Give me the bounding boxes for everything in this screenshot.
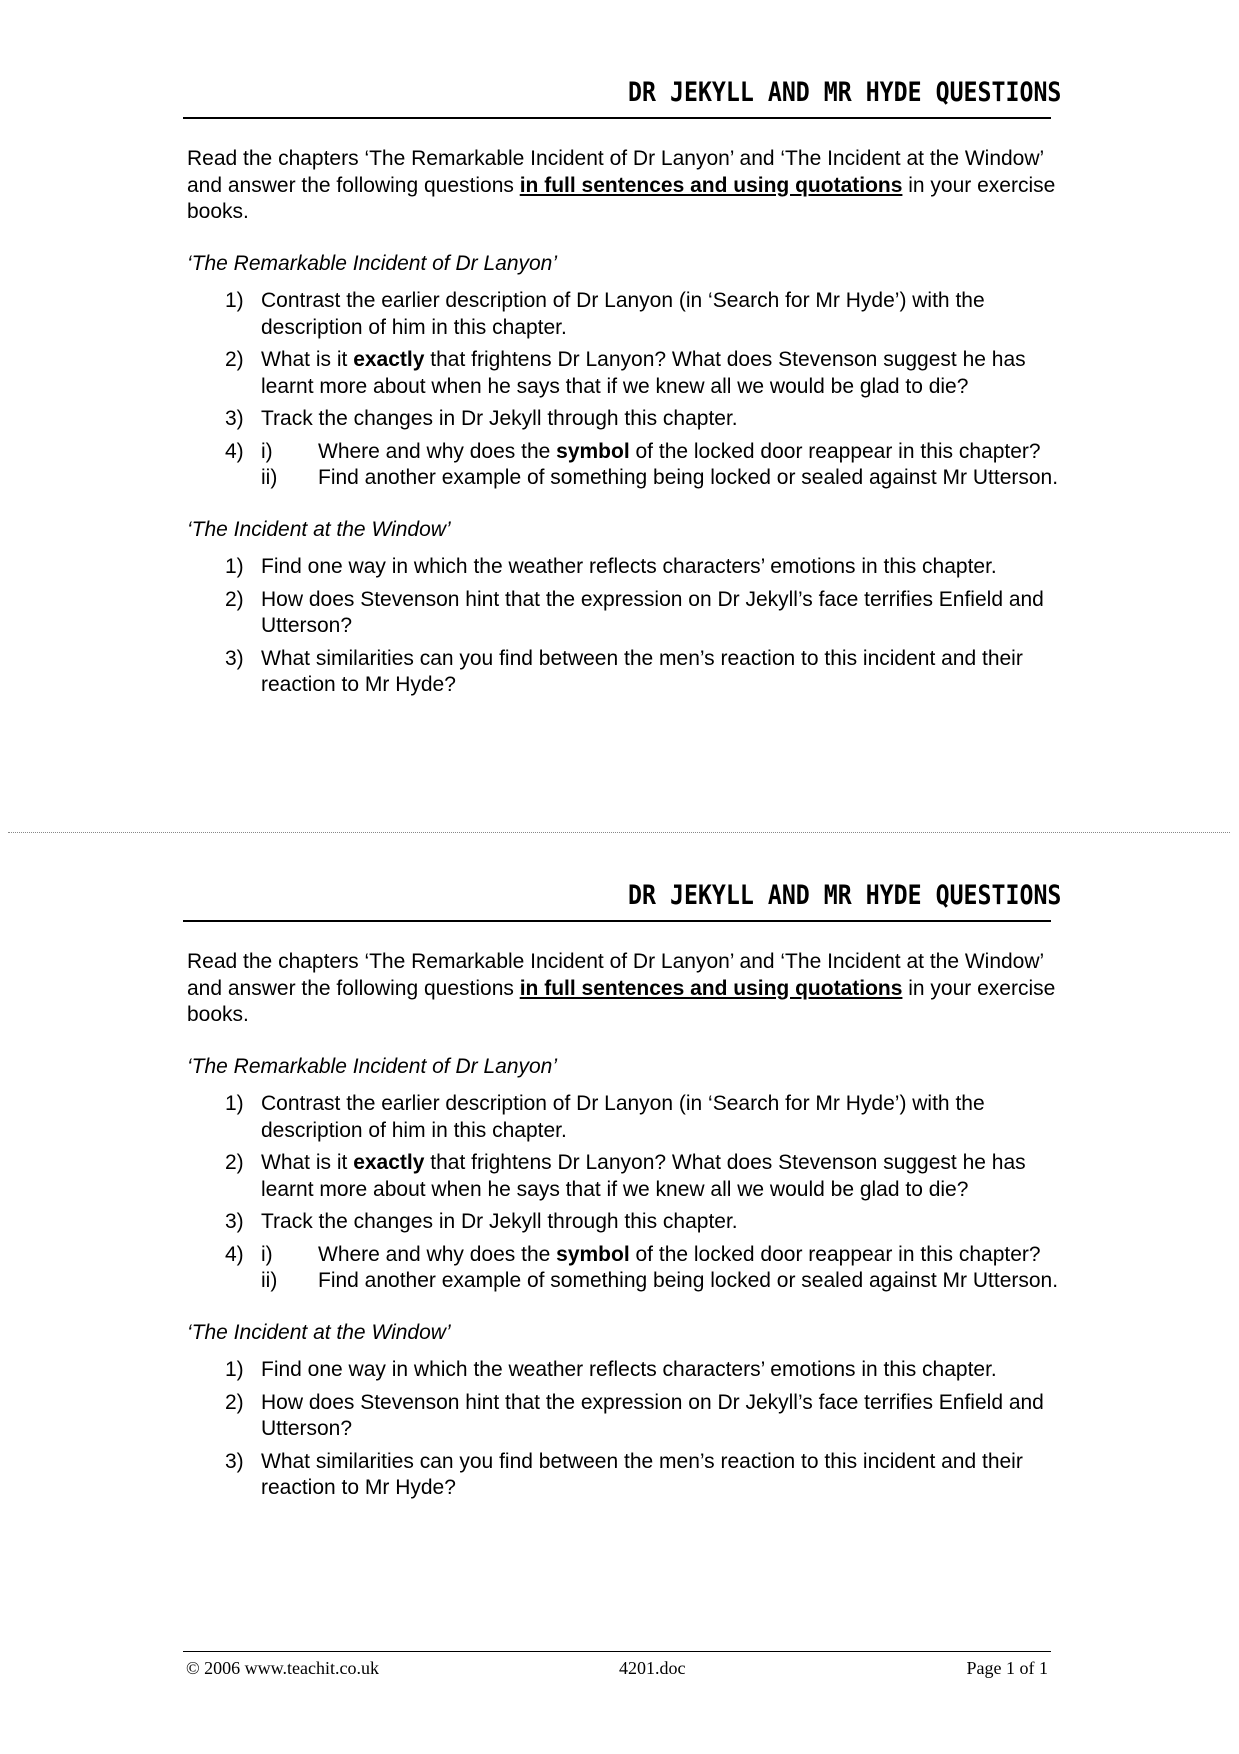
worksheet-content xyxy=(187,146,1067,705)
sub-question: ii) Find another example of something being locked or sealed against Mr Utterson. xyxy=(261,1269,1059,1292)
worksheet-content xyxy=(187,949,1067,1508)
cut-line-divider xyxy=(8,832,1230,833)
intro-emphasis: in full sentences and using quotations xyxy=(519,976,903,1000)
intro-emphasis: in full sentences and using quotations xyxy=(519,173,903,197)
intro-paragraph: Read the chapters ‘The Remarkable Incident of Dr Lanyon’ and ‘The Incident at the Window’ and answer the following questions in full sentences and using quotations in your exercise books. xyxy=(187,950,1056,1026)
intro-paragraph: Read the chapters ‘The Remarkable Incident of Dr Lanyon’ and ‘The Incident at the Window’ and answer the following questions in full sentences and using quotations in your exercise books. xyxy=(187,147,1056,223)
question-item: 1) Contrast the earlier description of Dr Lanyon (in ‘Search for Mr Hyde’) with the description of him in this chapter. xyxy=(225,1092,985,1142)
question-item: 1) Find one way in which the weather reflects characters’ emotions in this chapter. xyxy=(225,1358,997,1381)
question-item: 2) What is it exactly that frightens Dr Lanyon? What does Stevenson suggest he has learnt more about when he says that if we knew all we would be glad to die? xyxy=(225,1151,1026,1201)
question-list-lanyon xyxy=(187,1091,1067,1295)
footer-page-number: Page 1 of 1 xyxy=(966,1658,1048,1678)
section-heading-lanyon: ‘The Remarkable Incident of Dr Lanyon’ xyxy=(187,1054,558,1078)
question-item: 2) What is it exactly that frightens Dr Lanyon? What does Stevenson suggest he has learnt more about when he says that if we knew all we would be glad to die? xyxy=(225,348,1026,398)
question-item: 4) i) Where and why does the symbol of the locked door reappear in this chapter? ii) Find another example of something being locked or sealed against Mr Utterson. xyxy=(187,1242,1067,1295)
question-item: 2) How does Stevenson hint that the expression on Dr Jekyll’s face terrifies Enfield and Utterson? xyxy=(225,1390,1044,1440)
question-item: 2) How does Stevenson hint that the expression on Dr Jekyll’s face terrifies Enfield and Utterson? xyxy=(225,587,1044,637)
worksheet-title: DR JEKYLL AND MR HYDE QUESTIONS xyxy=(628,880,1062,911)
title-underline xyxy=(183,920,1051,922)
footer-copyright: © 2006 www.teachit.co.uk xyxy=(186,1658,379,1678)
question-item: 3) Track the changes in Dr Jekyll through this chapter. xyxy=(225,1210,738,1233)
sub-question: i) Where and why does the symbol of the locked door reappear in this chapter? xyxy=(261,439,1041,463)
question-item: 4) i) Where and why does the symbol of the locked door reappear in this chapter? ii) Find another example of something being locked or sealed against Mr Utterson. xyxy=(187,439,1067,492)
sub-question: ii) Find another example of something being locked or sealed against Mr Utterson. xyxy=(261,466,1059,489)
question-list-window xyxy=(187,1357,1067,1502)
footer-filename: 4201.doc xyxy=(619,1658,686,1678)
title-underline xyxy=(183,117,1051,119)
section-heading-window: ‘The Incident at the Window’ xyxy=(187,1320,451,1344)
footer-rule xyxy=(183,1651,1051,1652)
question-item: 1) Contrast the earlier description of Dr Lanyon (in ‘Search for Mr Hyde’) with the description of him in this chapter. xyxy=(225,289,985,339)
section-heading-lanyon: ‘The Remarkable Incident of Dr Lanyon’ xyxy=(187,251,558,275)
question-list-window xyxy=(187,554,1067,699)
question-item: 3) What similarities can you find between the men’s reaction to this incident and their reaction to Mr Hyde? xyxy=(225,646,1023,696)
sub-question: i) Where and why does the symbol of the locked door reappear in this chapter? xyxy=(261,1242,1041,1266)
question-item: 1) Find one way in which the weather reflects characters’ emotions in this chapter. xyxy=(225,555,997,578)
worksheet-title: DR JEKYLL AND MR HYDE QUESTIONS xyxy=(628,77,1062,108)
section-heading-window: ‘The Incident at the Window’ xyxy=(187,517,451,541)
question-item: 3) What similarities can you find between the men’s reaction to this incident and their reaction to Mr Hyde? xyxy=(225,1449,1023,1499)
question-item: 3) Track the changes in Dr Jekyll through this chapter. xyxy=(225,407,738,430)
question-list-lanyon xyxy=(187,288,1067,492)
